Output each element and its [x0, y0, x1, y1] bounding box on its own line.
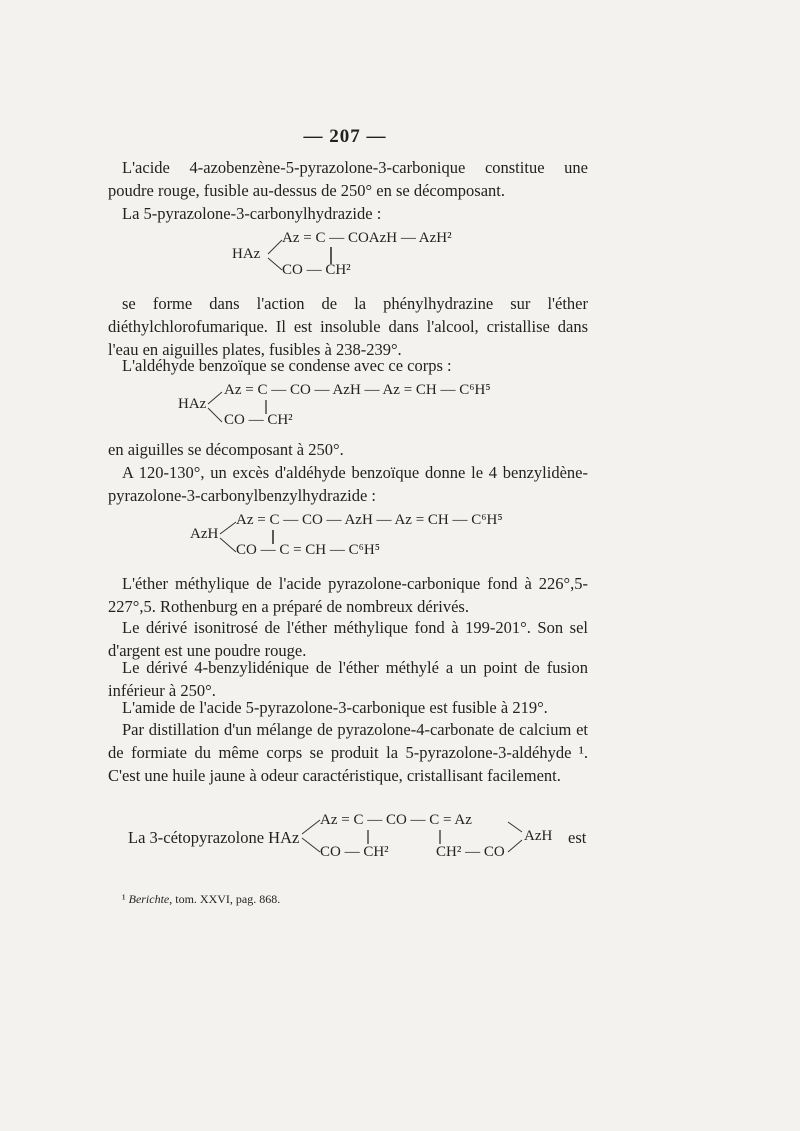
- paragraph-3: [108, 292, 588, 361]
- footnote: [122, 892, 280, 907]
- formula-3-left: AzH: [190, 526, 219, 542]
- paragraph-text: L'amide de l'acide 5-pyrazolone-3-carbonique est fusible à 219°.: [122, 698, 548, 717]
- paragraph-text: Le dérivé isonitrosé de l'éther méthylique fond à 199-201°. Son sel d'argent est une poudre rouge.: [108, 618, 588, 660]
- formula-1-bottom: CO — CH²: [282, 262, 351, 278]
- formula-4-right: AzH: [524, 828, 553, 844]
- formula-4-bottom-right: CH² — CO: [436, 844, 505, 860]
- footnote-ref: , tom. XXVI, pag. 868.: [169, 892, 281, 906]
- formula-2: [178, 380, 558, 440]
- paragraph-text: A 120-130°, un excès d'aldéhyde benzoïque donne le 4 benzylidène-pyrazolone-3-carbonylbenzylhydrazide :: [108, 463, 588, 505]
- paragraph-text: L'acide 4-azobenzène-5-pyrazolone-3-carbonique constitue une poudre rouge, fusible au-dessus de 250° en se décomposant.: [108, 158, 588, 200]
- formula-2-left: HAz: [178, 396, 207, 412]
- paragraph-6: [108, 461, 588, 507]
- paragraph-text: La 5-pyrazolone-3-carbonylhydrazide :: [122, 204, 382, 223]
- formula-3-top: Az = C — CO — AzH — Az = CH — C⁶H⁵: [236, 512, 503, 528]
- footnote-mark: ¹: [122, 892, 126, 906]
- paragraph-text: L'éther méthylique de l'acide pyrazolone-carbonique fond à 226°,5-227°,5. Rothenburg en a préparé de nombreux dérivés.: [108, 574, 588, 616]
- formula-3-bottom: CO — C = CH — C⁶H⁵: [236, 542, 380, 558]
- paragraph-5: [108, 438, 588, 461]
- formula-4: [128, 808, 592, 868]
- formula-4-suffix: est: [568, 828, 587, 847]
- formula-3: [190, 508, 570, 570]
- formula-1-top: Az = C — COAzH — AzH²: [282, 230, 452, 246]
- formula-4-top: Az = C — CO — C = Az: [320, 812, 472, 828]
- formula-4-bottom-left: CO — CH²: [320, 844, 389, 860]
- paragraph-7: [108, 572, 588, 618]
- paragraph-10: [108, 696, 588, 719]
- formula-4-prefix: La 3-cétopyrazolone HAz: [128, 828, 300, 847]
- footnote-title: Berichte: [128, 892, 170, 906]
- page-number: — 207 —: [303, 126, 387, 147]
- paragraph-text: Par distillation d'un mélange de pyrazolone-4-carbonate de calcium et de formiate du même corps se produit la 5-pyrazolone-3-aldéhyde ¹. C'est une huile jaune à odeur caractéristique, cristallisant facilement.: [108, 720, 588, 785]
- formula-1: [232, 226, 532, 286]
- paragraph-1: [108, 156, 588, 202]
- paragraph-text: en aiguilles se décomposant à 250°.: [108, 440, 344, 459]
- paragraph-2: [108, 202, 588, 225]
- paragraph-11: [108, 718, 588, 787]
- formula-1-left: HAz: [232, 246, 261, 262]
- paragraph-text: Le dérivé 4-benzylidénique de l'éther méthylé a un point de fusion inférieur à 250°.: [108, 658, 588, 700]
- formula-2-top: Az = C — CO — AzH — Az = CH — C⁶H⁵: [224, 382, 491, 398]
- paragraph-text: se forme dans l'action de la phénylhydrazine sur l'éther diéthylchlorofumarique. Il est insoluble dans l'alcool, cristallise dans l'eau en aiguilles plates, fusibles à 238-239°.: [108, 294, 588, 359]
- paragraph-4: [108, 354, 588, 377]
- paragraph-text: L'aldéhyde benzoïque se condense avec ce corps :: [122, 356, 452, 375]
- formula-2-bottom: CO — CH²: [224, 412, 293, 428]
